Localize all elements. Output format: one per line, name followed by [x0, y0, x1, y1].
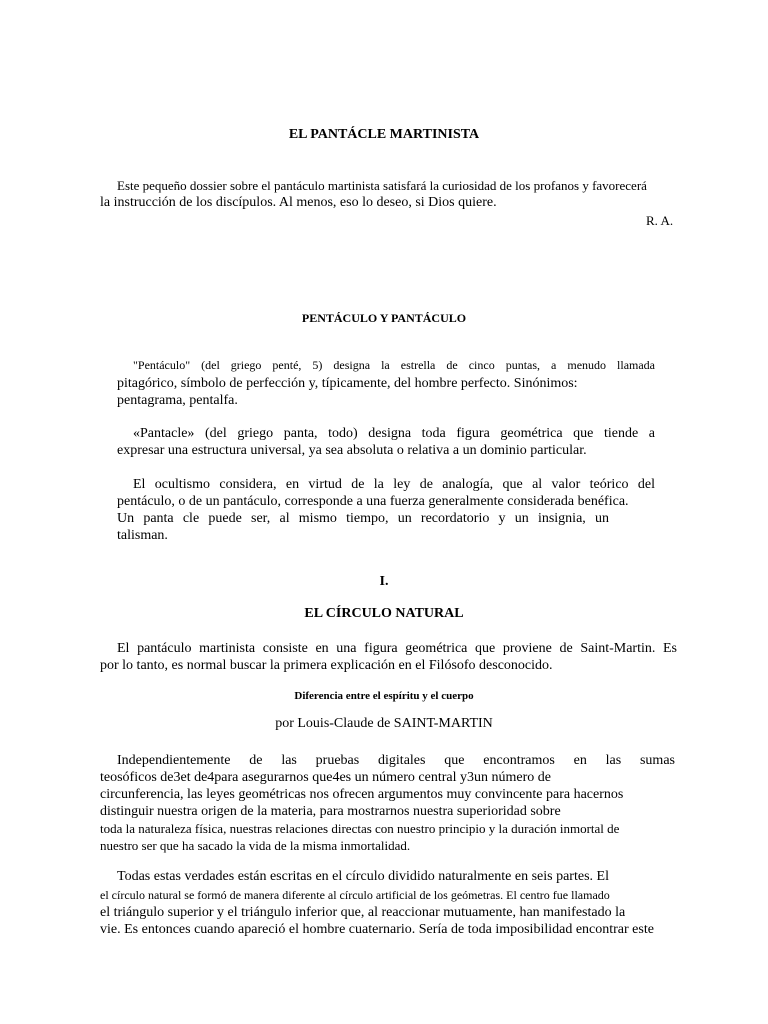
intro-line-2: la instrucción de los discípulos. Al menos, eso lo deseo, si Dios quiere.: [100, 195, 497, 210]
circulo-p1-line-2: por lo tanto, es normal buscar la primera explicación en el Filósofo desconocido.: [100, 658, 553, 673]
section-heading-circulo: EL CÍRCULO NATURAL: [304, 606, 464, 621]
saint-martin-p2-line-4: distinguir nuestra origen de la materia, para mostrarnos nuestra superioridad sobre: [100, 804, 561, 819]
intro-line-1: Este pequeño dossier sobre el pantáculo martinista satisfará la curiosidad de los profanos y favorecerá: [117, 178, 647, 193]
ocultismo-p3-line-3: Un panta cle puede ser, al mismo tiempo, un recordatorio y un insignia, un: [117, 511, 609, 526]
ocultismo-p3-line-4: talisman.: [117, 528, 168, 543]
pentaculo-p1-line-1: "Pentáculo" (del griego penté, 5) designa la estrella de cinco puntas, a menudo llamada: [133, 358, 655, 372]
pentaculo-p1-line-3: pentagrama, pentalfa.: [117, 393, 238, 408]
intro-signature: R. A.: [646, 213, 674, 228]
verdades-p3-line-1: Todas estas verdades están escritas en el círculo dividido naturalmente en seis partes. El: [117, 869, 609, 884]
saint-martin-p2-line-3: circunferencia, las leyes geométricas nos ofrecen argumentos muy convincente para hacernos: [100, 787, 624, 802]
section-heading-pentaculo: PENTÁCULO Y PANTÁCULO: [301, 311, 467, 325]
ocultismo-p3-line-1: El ocultismo considera, en virtud de la ley de analogía, que al valor teórico del: [133, 477, 655, 492]
document-title: EL PANTÁCLE MARTINISTA: [288, 127, 480, 142]
saint-martin-p2-line-5: toda la naturaleza física, nuestras relaciones directas con nuestro principio y la duración inmortal de: [100, 821, 620, 836]
saint-martin-p2-line-2: teosóficos de3et de4para asegurarnos que4es un número central y3un número de: [100, 770, 551, 785]
circulo-p1-line-1: El pantáculo martinista consiste en una figura geométrica que proviene de Saint-Martin. Es: [117, 641, 677, 656]
pantaculo-p2-line-1: «Pantacle» (del griego panta, todo) designa toda figura geométrica que tiende a: [133, 426, 655, 441]
saint-martin-p2-line-1: Independientemente de las pruebas digitales que encontramos en las sumas: [117, 753, 675, 768]
verdades-p3-line-2: el círculo natural se formó de manera diferente al círculo artificial de los geómetras. El centro fue llamado: [100, 888, 610, 902]
verdades-p3-line-3: el triángulo superior y el triángulo inferior que, al reaccionar mutuamente, han manifestado la: [100, 905, 626, 920]
ocultismo-p3-line-2: pentáculo, o de un pantáculo, corresponde a una fuerza generalmente considerada benéfica.: [117, 494, 629, 509]
section-numeral: I.: [379, 574, 389, 589]
pentaculo-p1-line-2: pitagórico, símbolo de perfección y, típicamente, del hombre perfecto. Sinónimos:: [117, 376, 578, 391]
subheading: Diferencia entre el espíritu y el cuerpo: [294, 690, 474, 702]
pantaculo-p2-line-2: expresar una estructura universal, ya sea absoluta o relativa a un dominio particular.: [117, 443, 587, 458]
saint-martin-p2-line-6: nuestro ser que ha sacado la vida de la misma inmortalidad.: [100, 838, 411, 853]
byline: por Louis-Claude de SAINT-MARTIN: [275, 716, 493, 731]
verdades-p3-line-4: vie. Es entonces cuando apareció el hombre cuaternario. Sería de toda imposibilidad encontrar este: [100, 922, 654, 937]
